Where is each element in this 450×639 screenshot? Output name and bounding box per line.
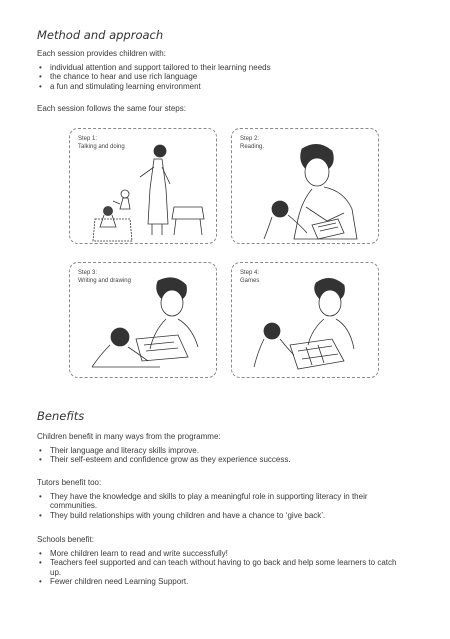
list-item: • the chance to hear and use rich language — [37, 72, 337, 81]
list-item: • individual attention and support tailored to their learning needs — [37, 63, 337, 72]
list-item: • They have the knowledge and skills to play a meaningful role in supporting literacy in their communities. — [37, 492, 407, 511]
list-item: • Fewer children need Learning Support. — [37, 577, 407, 586]
step-name: Writing and drawing — [78, 277, 131, 284]
list-item: • Their language and literacy skills improve. — [37, 446, 397, 455]
talking-and-doing-illustration — [70, 129, 218, 245]
step-name: Talking and doing — [78, 143, 125, 150]
benefits-heading: Benefits — [37, 409, 85, 423]
reading-illustration — [232, 129, 380, 245]
list-item: • Their self-esteem and confidence grow as they experience success. — [37, 455, 397, 464]
method-bullets — [37, 63, 337, 91]
method-heading: Method and approach — [37, 28, 164, 42]
list-item: • Teachers feel supported and can teach without having to go back and help some learners to catch up. — [37, 558, 407, 577]
step-number: Step 1: — [78, 136, 98, 142]
list-item: • They build relationships with young children and have a chance to ‘give back’. — [37, 511, 407, 520]
step-panel-3 — [69, 262, 217, 378]
children-intro: Children benefit in many ways from the programme: — [37, 432, 221, 441]
games-illustration — [232, 263, 380, 379]
list-item: • a fun and stimulating learning environment — [37, 82, 337, 91]
step-name: Games — [240, 277, 260, 284]
step-panel-2 — [231, 128, 379, 244]
writing-and-drawing-illustration — [70, 263, 218, 379]
schools-intro: Schools benefit: — [37, 535, 94, 544]
step-panel-4 — [231, 262, 379, 378]
steps-intro: Each session follows the same four steps: — [37, 104, 186, 113]
schools-bullets — [37, 549, 407, 587]
method-intro: Each session provides children with: — [37, 49, 166, 58]
step-number: Step 3: — [78, 270, 98, 276]
step-name: Reading. — [240, 143, 265, 150]
tutors-intro: Tutors benefit too: — [37, 478, 102, 487]
step-number: Step 4: — [240, 270, 260, 276]
children-bullets — [37, 446, 397, 465]
list-item: • More children learn to read and write successfully! — [37, 549, 407, 558]
step-number: Step 2: — [240, 136, 260, 142]
tutors-bullets — [37, 492, 407, 520]
step-panel-1 — [69, 128, 217, 244]
